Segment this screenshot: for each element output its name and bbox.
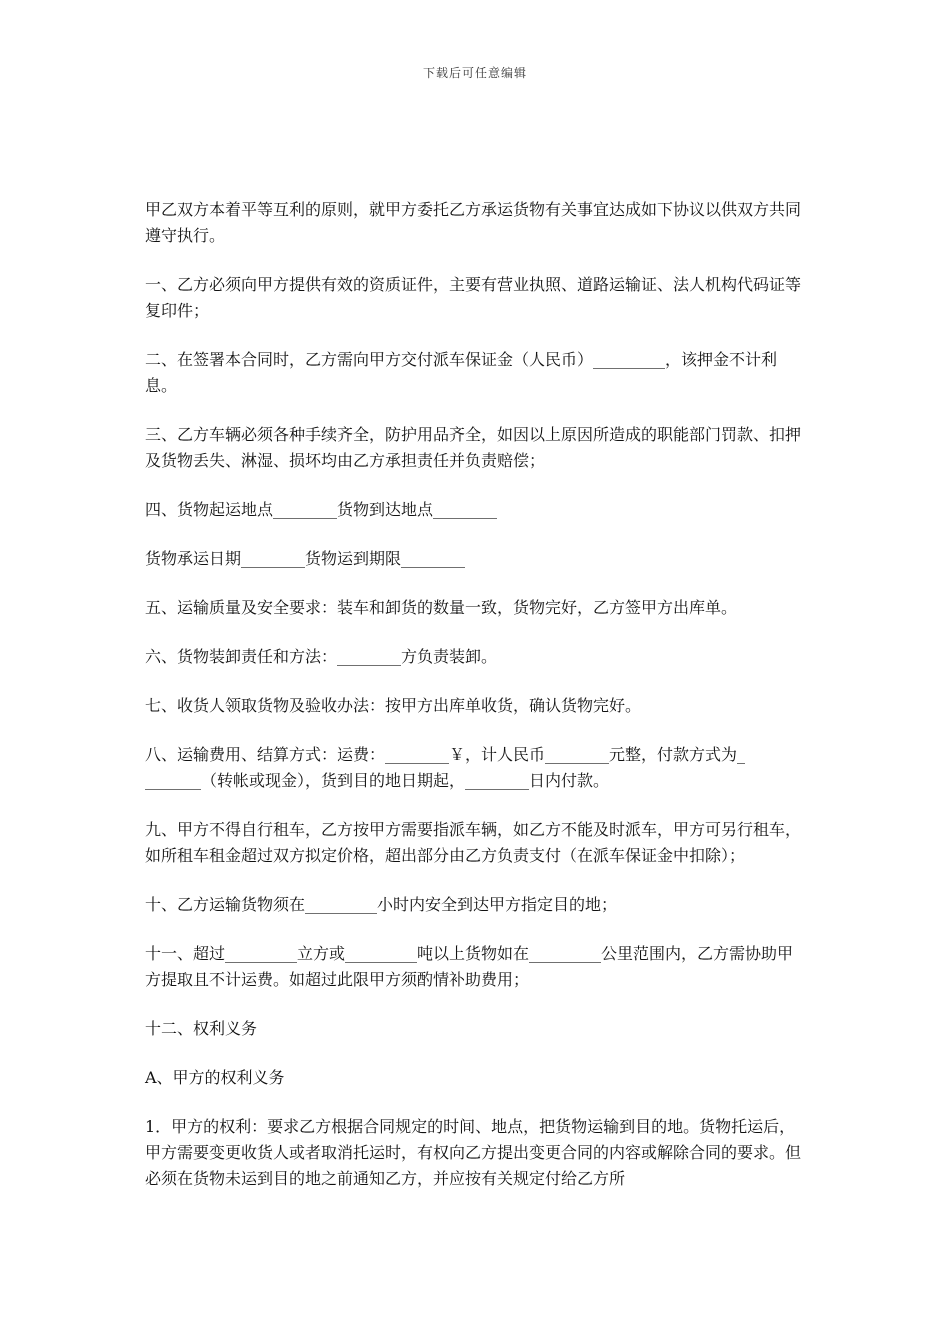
clause-7: 七、收货人领取货物及验收办法：按甲方出库单收货，确认货物完好。 (145, 696, 642, 715)
clause-8: 八、运输费用、结算方式：运费：________￥，计人民币________元整，付款方式为_ _______（转帐或现金），货到目的地日期起，________日内付款。 (145, 745, 746, 790)
clause-1: 一、乙方必须向甲方提供有效的资质证件，主要有营业执照、道路运输证、法人机构代码证等复印件； (145, 275, 802, 320)
section-a-item-1: 1．甲方的权利：要求乙方根据合同规定的时间、地点，把货物运输到目的地。货物托运后，甲方需要变更收货人或者取消托运时，有权向乙方提出变更合同的内容或解除合同的要求。但必须在货物未运到目的地之前通知乙方，并应按有关规定付给乙方所 (145, 1117, 802, 1188)
clause-2: 二、在签署本合同时，乙方需向甲方交付派车保证金（人民币）_________，该押金不计利息。 (145, 350, 778, 395)
clause-5: 五、运输质量及安全要求：装车和卸货的数量一致，货物完好，乙方签甲方出库单。 (145, 598, 738, 617)
clause-9: 九、甲方不得自行租车，乙方按甲方需要指派车辆，如乙方不能及时派车，甲方可另行租车，如所租车租金超过双方拟定价格，超出部分由乙方负责支付（在派车保证金中扣除）； (145, 820, 802, 865)
clause-11: 十一、超过_________立方或_________吨以上货物如在_________公里范围内，乙方需协助甲方提取且不计运费。如超过此限甲方须酌情补助费用； (145, 944, 794, 989)
intro-paragraph: 甲乙双方本着平等互利的原则，就甲方委托乙方承运货物有关事宜达成如下协议以供双方共同遵守执行。 (145, 200, 802, 245)
page-header: 下载后可任意编辑 (422, 66, 527, 80)
clause-3: 三、乙方车辆必须各种手续齐全，防护用品齐全，如因以上原因所造成的职能部门罚款、扣押及货物丢失、淋湿、损坏均由乙方承担责任并负责赔偿； (145, 425, 802, 470)
clause-12-heading: 十二、权利义务 (145, 1019, 258, 1038)
section-a-heading: A、甲方的权利义务 (145, 1068, 285, 1087)
clause-6: 六、货物装卸责任和方法：________方负责装卸。 (145, 647, 498, 666)
clause-4: 四、货物起运地点________货物到达地点________ (145, 500, 498, 519)
clause-4-dates: 货物承运日期________货物运到期限________ (145, 549, 466, 568)
document-body (145, 197, 805, 1215)
clause-10: 十、乙方运输货物须在_________小时内安全到达甲方指定目的地； (145, 895, 618, 914)
